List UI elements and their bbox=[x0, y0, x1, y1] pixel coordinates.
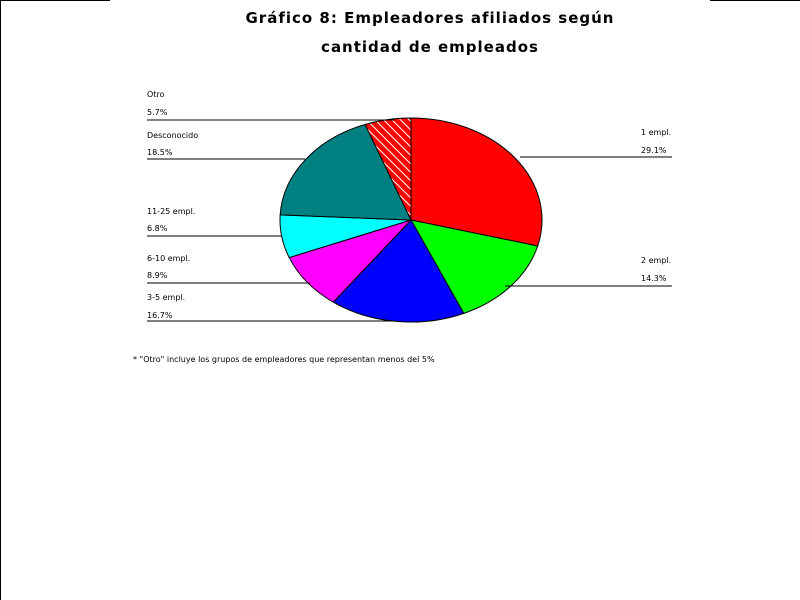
slice-label-6-10-empl: 6-10 empl. bbox=[147, 254, 191, 263]
slice-label-desconocido: Desconocido bbox=[147, 131, 199, 140]
slice-value-2-empl: 14.3% bbox=[641, 274, 667, 283]
slice-value-otro: 5.7% bbox=[147, 108, 168, 117]
slice-value-3-5-empl: 16.7% bbox=[147, 311, 173, 320]
slice-label-otro: Otro bbox=[147, 90, 165, 99]
slice-label-11-25-empl: 11-25 empl. bbox=[147, 207, 196, 216]
slice-label-3-5-empl: 3-5 empl. bbox=[147, 293, 186, 302]
footnote: * "Otro" incluye los grupos de empleadores que representan menos del 5% bbox=[133, 355, 435, 364]
slice-value-1-empl: 29.1% bbox=[641, 146, 667, 155]
slice-value-6-10-empl: 8.9% bbox=[147, 271, 168, 280]
chart-title-line1: Gráfico 8: Empleadores afiliados según bbox=[245, 9, 615, 27]
chart-title-line2: cantidad de empleados bbox=[321, 38, 539, 56]
slice-value-11-25-empl: 6.8% bbox=[147, 224, 168, 233]
slice-value-desconocido: 18.5% bbox=[147, 148, 173, 157]
slice-label-1-empl: 1 empl. bbox=[641, 128, 672, 137]
slice-label-2-empl: 2 empl. bbox=[641, 256, 672, 265]
